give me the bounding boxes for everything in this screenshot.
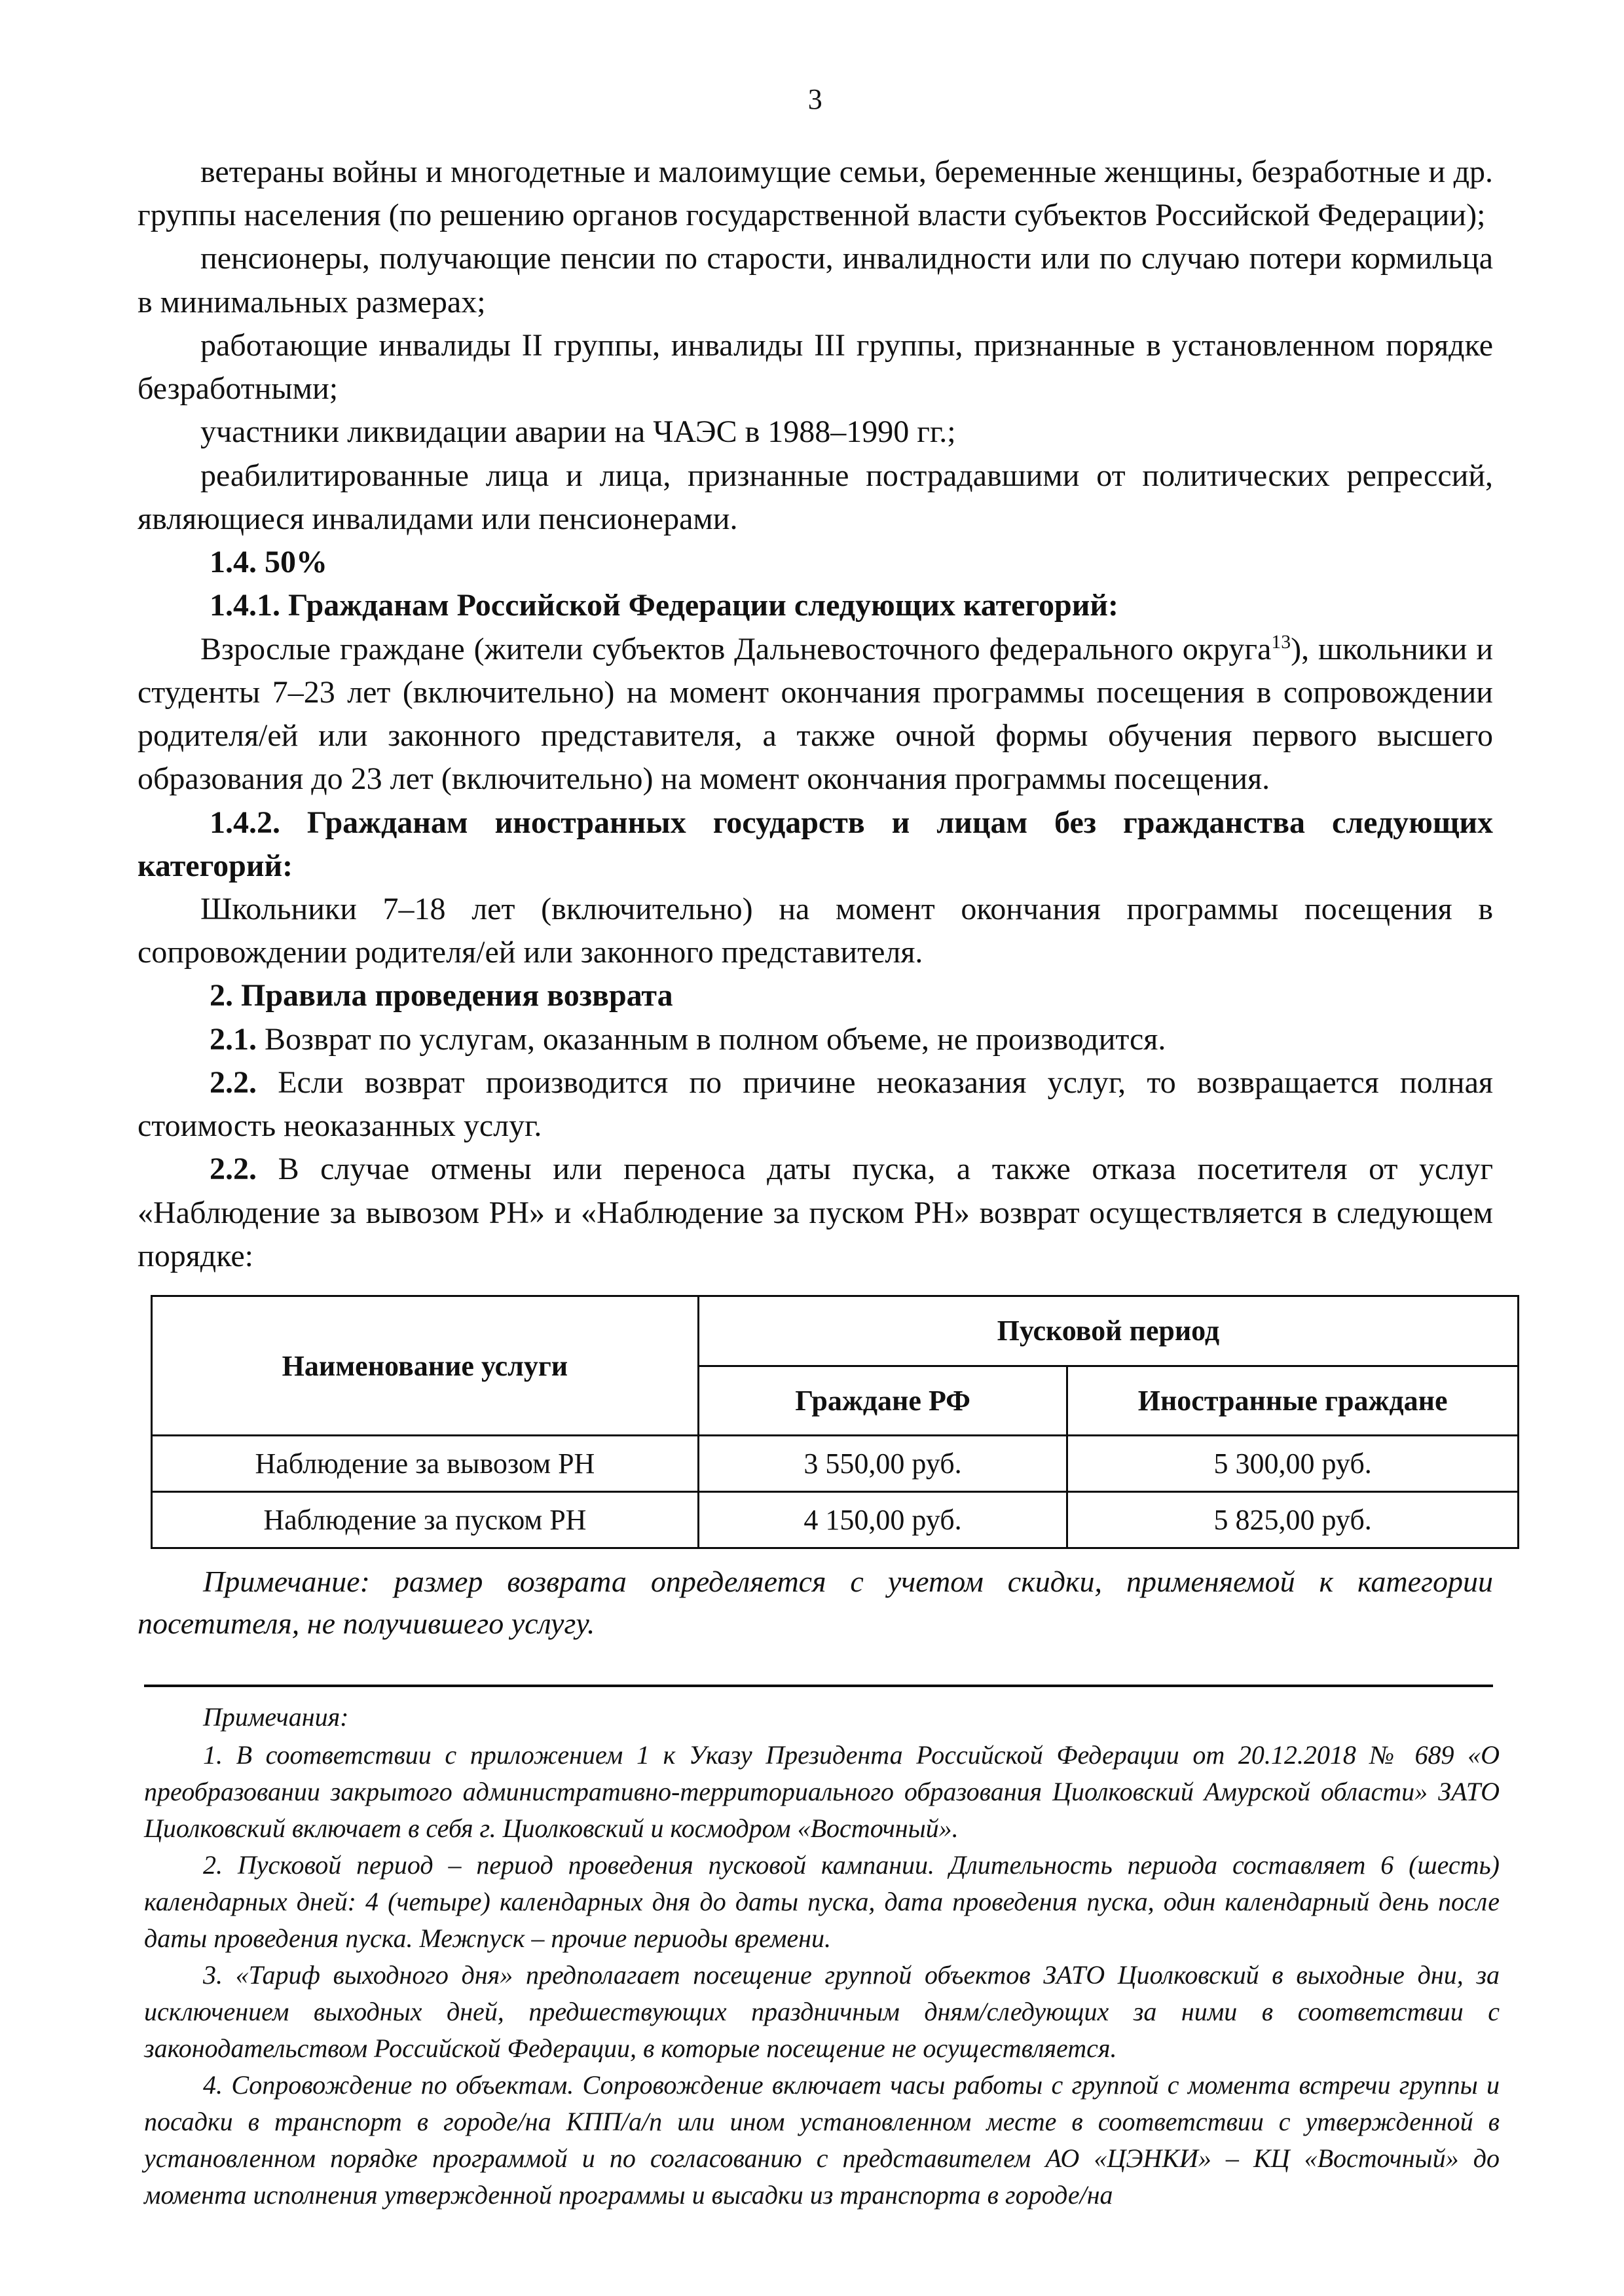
item-number-2-1: 2.1. <box>210 1021 257 1057</box>
paragraph-1-4-1-text-before: Взрослые граждане (жители субъектов Дальневосточного федерального округа <box>200 631 1272 666</box>
footnote-item-3: 3. «Тариф выходного дня» предполагает посещение группой объектов ЗАТО Циолковский в выходные дни, за исключением выходных дней, предшествующих праздничным дням/следующих за ними в соответствии с законодательством Российской Федерации, в которые посещение не осуществляется. <box>144 1959 1500 2063</box>
refund-price-table <box>151 1295 1519 1549</box>
paragraph-repressed: реабилитированные лица и лица, признанные пострадавшими от политических репрессий, являющиеся инвалидами или пенсионерами. <box>138 458 1493 536</box>
footnotes-title: Примечания: <box>203 1702 349 1732</box>
section-heading-1-4-2: 1.4.2. Гражданам иностранных государств и лицам без гражданства следующих категорий: <box>138 805 1493 883</box>
table-cell-rf-price: 3 550,00 руб. <box>698 1436 1067 1492</box>
paragraph-2-2b <box>138 1148 1493 1278</box>
table-body <box>152 1436 1519 1548</box>
section-heading-1-4: 1.4. 50% <box>210 545 327 580</box>
table-header-row-1 <box>152 1296 1519 1366</box>
paragraph-2-1 <box>138 1018 1493 1061</box>
footnotes-block <box>144 1699 1500 2214</box>
page-number: 3 <box>807 83 823 115</box>
paragraph-pensioners: пенсионеры, получающие пенсии по старости, инвалидности или по случаю потери кормильца в минимальных размерах; <box>138 241 1493 319</box>
paragraph-chernobyl: участники ликвидации аварии на ЧАЭС в 1988–1990 гг.; <box>200 414 956 450</box>
section-heading-1-4-1: 1.4.1. Гражданам Российской Федерации следующих категорий: <box>210 588 1119 623</box>
paragraph-1-4-2-body: Школьники 7–18 лет (включительно) на момент окончания программы посещения в сопровождении родителя/ей или законного представителя. <box>138 891 1493 970</box>
table-header-period: Пусковой период <box>698 1296 1518 1366</box>
item-text-2-2b: В случае отмены или переноса даты пуска, а также отказа посетителя от услуг «Наблюдение за вывозом РН» и «Наблюдение за пуском РН» возврат осуществляется в следующем порядке: <box>138 1152 1493 1273</box>
item-number-2-2: 2.2. <box>210 1065 257 1100</box>
footnote-separator <box>144 1685 1493 1687</box>
table-cell-rf-price: 4 150,00 руб. <box>698 1492 1067 1548</box>
table-row <box>152 1492 1519 1548</box>
table-head <box>152 1296 1519 1436</box>
table-note: Примечание: размер возврата определяется с учетом скидки, применяемой к категории посетителя, не получившего услугу. <box>138 1565 1493 1641</box>
footnote-item-1: 1. В соответствии с приложением 1 к Указу Президента Российской Федерации от 20.12.2018 № 689 «О преобразовании закрытого административно-территориального образования Циолковский Амурской области» ЗАТО Циолковский включает в себя г. Циолковский и космодром «Восточный». <box>144 1740 1500 1843</box>
paragraph-1-4-1-text-after: ), школьники и студенты 7–23 лет (включительно) на момент окончания программы посещения в сопровождении родителя/ей или законного представителя, а также очной формы обучения первого высшего образования до 23 лет (включительно) на момент окончания программы посещения. <box>138 631 1493 797</box>
table-cell-foreign-price: 5 825,00 руб. <box>1067 1492 1519 1548</box>
paragraph-disabled: работающие инвалиды II группы, инвалиды III группы, признанные в установленном порядке безработными; <box>138 327 1493 407</box>
table-cell-service: Наблюдение за вывозом РН <box>152 1436 699 1492</box>
paragraph-veterans: ветераны войны и многодетные и малоимущие семьи, беременные женщины, безработные и др. группы населения (по решению органов государственной власти субъектов Российской Федерации); <box>138 155 1493 233</box>
table-header-foreign: Иностранные граждане <box>1067 1366 1519 1436</box>
paragraph-2-2 <box>138 1061 1493 1148</box>
footnote-marker-13: 13 <box>1271 630 1291 653</box>
item-text-2-1: Возврат по услугам, оказанным в полном объеме, не производится. <box>257 1021 1166 1057</box>
footnote-item-4: 4. Сопровождение по объектам. Сопровождение включает часы работы с группой с момента встречи группы и посадки в транспорт в городе/на КПП/а/п или ином установленном месте в соответствии с утвержденной в установленном порядке программой и по согласованию с представителем АО «ЦЭНКИ» – КЦ «Восточный» до момента исполнения утвержденной программы и высадки из транспорта в городе/на <box>144 2069 1500 2210</box>
item-number-2-2b: 2.2. <box>210 1152 257 1187</box>
paragraph-1-4-1-body <box>138 628 1493 801</box>
item-text-2-2: Если возврат производится по причине неоказания услуг, то возвращается полная стоимость неоказанных услуг. <box>138 1065 1493 1144</box>
footnote-item-2: 2. Пусковой период – период проведения пусковой кампании. Длительность периода составляет 6 (шесть) календарных дней: 4 (четыре) календарных дня до даты пуска, дата проведения пуска, один календарный день после даты проведения пуска. Межпуск – прочие периоды времени. <box>144 1850 1500 1953</box>
table-header-service: Наименование услуги <box>152 1296 699 1436</box>
table-cell-foreign-price: 5 300,00 руб. <box>1067 1436 1519 1492</box>
table-header-rf: Граждане РФ <box>698 1366 1067 1436</box>
table-row <box>152 1436 1519 1492</box>
table-cell-service: Наблюдение за пуском РН <box>152 1492 699 1548</box>
section-heading-2: 2. Правила проведения возврата <box>210 978 673 1013</box>
